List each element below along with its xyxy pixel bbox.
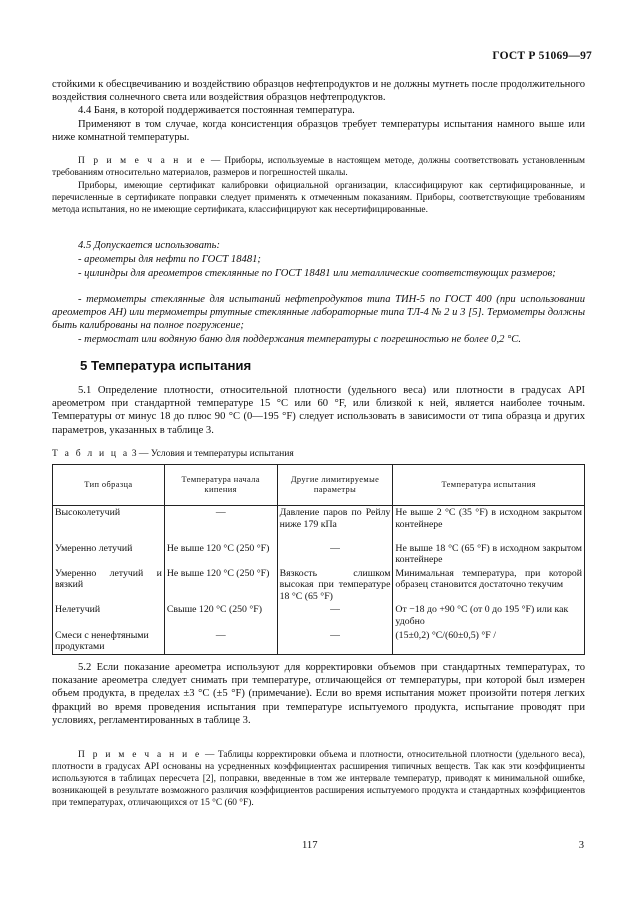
paragraph-5-2: 5.2 Если показание ареометра используют для корректировки объемов при стандартных температурах, то показание ареометра следует снимать при температуре, отличающейся от температуры, при которой был измерен объем продукта, в пределах ±3 °С (±5 °F) (примечание). Если во время испытания может произойти потеря легких фракций во время проведения испытания при температуре испытуемого продукта, испытание проводят при условиях, регламентированных в таблице 3. [52, 662, 585, 726]
paragraph-4-5-title: 4.5 Допускается использовать: [78, 240, 220, 251]
table-cell: Давление паров по Рейлу ниже 179 кПа [277, 506, 393, 542]
page-number: 117 [302, 840, 318, 851]
table-cell: Свыше 120 °С (250 °F) [164, 603, 277, 628]
table-cell: Не выше 120 °С (250 °F) [164, 567, 277, 604]
table-cell: Минимальная температура, при которой образец становится достаточно текучим [393, 567, 585, 604]
paragraph-4-5-item-3: - термометры стеклянные для испытаний нефтепродуктов типа ТИН-5 по ГОСТ 400 (при использовании ареометров АН) или термометры ртутные стеклянные лабораторные типа ТЛ-4 № 2 и 3 [5]. Термометры должны быть калиброваны на полное погружение; [52, 294, 585, 332]
table-cell: Умеренно летучий и вязкий [53, 567, 165, 604]
sheet-number: 3 [578, 840, 584, 851]
table-cell: Не выше 2 °С (35 °F) в исходном закрытом контейнере [393, 506, 585, 542]
table-cell: Не выше 18 °С (65 °F) в исходном закрытом контейнере [393, 542, 585, 567]
table-header-cell: Тип образца [53, 465, 165, 506]
table-cell: Вязкость слишком высокая при температуре 18 °С (65 °F) [277, 567, 393, 604]
note-1 [52, 155, 585, 179]
table-cell: Высоколетучий [53, 506, 165, 542]
paragraph-4-4-body: Применяют в том случае, когда консистенция образцов требует температуры испытания намного выше или ниже комнатной температуры. [52, 119, 585, 144]
paragraph-5-1: 5.1 Определение плотности, относительной плотности (удельного веса) или плотности в градусах API ареометром при стандартной температуре 15 °С или 60 °F, или близкой к ней, является наиболее точным. Температуры от минус 18 до плюс 90 °С (0—195 °F) следует использовать в зависимости от типа образца и других параметров, указанных в таблице 3. [52, 385, 585, 436]
note-2-label: П р и м е ч а н и е [78, 750, 202, 760]
table-3-caption-text: 3 — Условия и температуры испытания [129, 448, 294, 459]
table-row [53, 567, 585, 604]
table-header-cell: Другие лимитируемые параметры [277, 465, 393, 506]
note-2 [52, 749, 585, 809]
note-1-label: П р и м е ч а н и е [78, 156, 207, 166]
table-cell: — [164, 506, 277, 542]
table-cell: Умеренно летучий [53, 542, 165, 567]
table-3-caption [52, 448, 294, 459]
section-5-heading: 5 Температура испытания [80, 358, 252, 373]
paragraph-4-5-item-4: - термостат или водяную баню для поддержания температуры с погрешностью не более 0,2 °С. [78, 334, 522, 345]
table-cell: Смеси с ненефтяными продуктами [53, 629, 165, 655]
continued-paragraph: стойкими к обесцвечиванию и воздействию образцов нефтепродуктов и не должны мутнеть после продолжительного воздействия солнечного света или воздействия образцов нефтепродуктов. [52, 79, 585, 104]
table-row [53, 629, 585, 655]
paragraph-4-5-item-2: - цилиндры для ареометров стеклянные по ГОСТ 18481 или металлические соответствующих размеров; [78, 268, 556, 279]
table-header-cell: Температура испытания [393, 465, 585, 506]
paragraph-4-4: 4.4 Баня, в которой поддерживается постоянная температура. [78, 105, 355, 116]
table-cell: — [277, 603, 393, 628]
note-1-text: — Приборы, используемые в настоящем методе, должны соответствовать установленным требованиям относительно материалов, размеров и погрешностей шкалы. [52, 156, 585, 178]
table-3 [52, 464, 585, 655]
table-cell: — [277, 629, 393, 655]
table-3-caption-label: Т а б л и ц а [52, 448, 130, 459]
table-header-cell: Температура начала кипения [164, 465, 277, 506]
table-cell: — [277, 542, 393, 567]
table-header-row [53, 465, 585, 506]
table-cell: Не выше 120 °С (250 °F) [164, 542, 277, 567]
standard-number: ГОСТ Р 51069—97 [492, 50, 592, 62]
table-cell: Нелетучий [53, 603, 165, 628]
note-1-text-2: Приборы, имеющие сертификат калибровки официальной организации, классифицируют как сертифицированные, и перечисленные в сертификате поправки следует применять к отмеченным показаниям. Приборы, соответствующие требованиям метода испытания, но не имеющие сертификата, классифицируют как несертифицированные. [52, 181, 585, 215]
table-row [53, 603, 585, 628]
note-2-text: — Таблицы корректировки объема и плотности, относительной плотности (удельного веса), плотности в градусах API основаны на усредненных коэффициентах расширения типичных веществ. Так как эти коэффициенты используются в таблицах пересчета [2], поправки, введенные в том же интервале температур, приводят к минимальной ошибке, возникающей в результате возможного различия коэффициентов расширения испытуемого продукта и стандартных коэффициентов при температурах, отличающихся от 15 °С (60 °F). [52, 750, 585, 808]
paragraph-4-5-item-1: - ареометры для нефти по ГОСТ 18481; [78, 254, 261, 265]
table-row [53, 542, 585, 567]
table-cell: От −18 до +90 °С (от 0 до 195 °F) или как удобно [393, 603, 585, 628]
table-row [53, 506, 585, 542]
table-cell: (15±0,2) °С/(60±0,5) °F / [393, 629, 585, 655]
table-cell: — [164, 629, 277, 655]
